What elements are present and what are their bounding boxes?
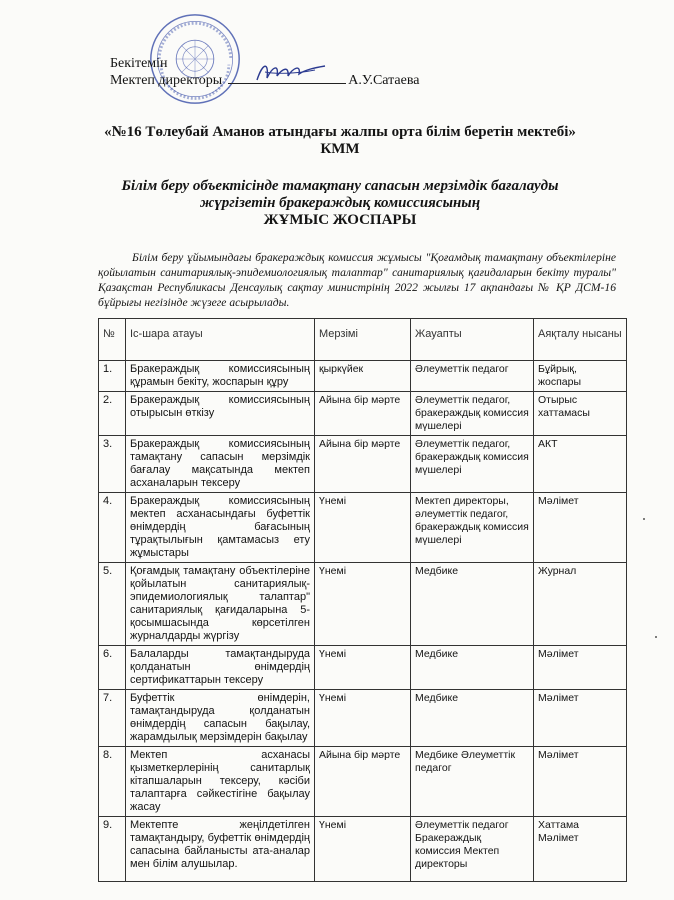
row-result-form: Мәлімет <box>534 493 627 563</box>
row-responsible: Әлеуметтік педагог Бракераждық комиссия Мектеп директоры <box>411 817 534 882</box>
work-plan-table <box>98 318 627 882</box>
plan-title-line2: жүргізетін бракераждық комиссиясының <box>199 195 481 211</box>
row-result-form: Отырыс хаттамасы <box>534 392 627 436</box>
row-activity: Балаларды тамақтандыруда қолданатын өнімдердің сертификаттарын тексеру <box>126 646 315 690</box>
row-responsible: Әлеуметтік педагог, бракераждық комиссия мүшелері <box>411 436 534 493</box>
header-number: № <box>99 319 126 361</box>
row-activity: Мектеп асханасы қызметкерлерінің санитарлық кітапшаларын тексеру, кәсіби талаптарға сәйкестігіне бақылау жасау <box>126 747 315 817</box>
row-number: 2. <box>99 392 126 436</box>
row-deadline: Айына бір мәрте <box>315 436 411 493</box>
header-deadline: Мерзімі <box>315 319 411 361</box>
table-row <box>99 646 627 690</box>
row-number: 1. <box>99 361 126 392</box>
table-row <box>99 563 627 646</box>
row-number: 9. <box>99 817 126 882</box>
row-number: 3. <box>99 436 126 493</box>
row-responsible: Мектеп директоры, әлеуметтік педагог, бракераждық комиссия мүшелері <box>411 493 534 563</box>
row-activity: Бракераждық комиссиясының тамақтану сапасын мерзімдік бағалау мақсатында мектеп асханаларын тексеру <box>126 436 315 493</box>
row-result-form: Мәлімет <box>534 690 627 747</box>
row-result-form: Мәлімет <box>534 646 627 690</box>
row-deadline: Үнемі <box>315 690 411 747</box>
row-deadline: Үнемі <box>315 817 411 882</box>
header-activity: Іс-шара атауы <box>126 319 315 361</box>
plan-title-line3: ЖҰМЫС ЖОСПАРЫ <box>263 212 417 228</box>
row-responsible: Медбике <box>411 690 534 747</box>
row-responsible: Медбике <box>411 646 534 690</box>
row-activity: Бракераждық комиссиясының құрамын бекіту, жоспарын құру <box>126 361 315 392</box>
table-row <box>99 817 627 882</box>
approval-position: Мектеп директоры <box>110 73 223 88</box>
signature-line <box>228 73 346 84</box>
table-row <box>99 493 627 563</box>
row-number: 5. <box>99 563 126 646</box>
row-result-form: Мәлімет <box>534 747 627 817</box>
plan-title <box>60 178 620 229</box>
approval-block <box>110 55 420 89</box>
row-result-form: Бұйрық, жоспары <box>534 361 627 392</box>
table-row <box>99 436 627 493</box>
row-responsible: Әлеуметтік педагог, бракераждық комиссия мүшелері <box>411 392 534 436</box>
table-row <box>99 690 627 747</box>
row-result-form: Хаттама Мәлімет <box>534 817 627 882</box>
row-deadline: Үнемі <box>315 493 411 563</box>
table-header-row <box>99 319 627 361</box>
intro-paragraph: Білім беру ұйымындағы бракераждық комиссия жұмысы "Қоғамдық тамақтану объектілеріне қойылатын санитариялық-эпидемиологиялық талаптар" санитариялық қағидаларын бекіту туралы" Қазақстан Республикасы Денсаулық сақтау министрінің 2022 жылғы 17 ақпандағы № ҚР ДСМ-16 бұйрығы негізінде жүзеге асырылады. <box>98 251 616 309</box>
row-responsible: Медбике Әлеуметтік педагог <box>411 747 534 817</box>
row-activity: Бракераждық комиссиясының отырысын өткізу <box>126 392 315 436</box>
header-result-form: Аяқталу нысаны <box>534 319 627 361</box>
plan-title-line1: Білім беру объектісінде тамақтану сапасын мерзімдік бағалауды <box>121 178 559 194</box>
row-deadline: қыркүйек <box>315 361 411 392</box>
table-row <box>99 392 627 436</box>
table-row <box>99 361 627 392</box>
row-deadline: Айына бір мәрте <box>315 747 411 817</box>
row-activity: Қоғамдық тамақтану объектілеріне қойылатын санитариялық-эпидемиологиялық талаптар" санитариялық қағидаларына 5-қосымшасында көрсетілген журналдарды жүргізу <box>126 563 315 646</box>
row-activity: Мектепте жеңілдетілген тамақтандыру, буфеттік өнімдердің сапасына байланысты ата-аналар мен білім алушылар. <box>126 817 315 882</box>
school-name: «№16 Төлеубай Аманов атындағы жалпы орта білім беретін мектебі» <box>104 124 576 140</box>
approval-signer: А.У.Сатаева <box>348 73 420 88</box>
table-row <box>99 747 627 817</box>
row-activity: Бракераждық комиссиясының мектеп асханасындағы буфеттік өнімдердің бағасының тұрақтылығын қамтамасыз ету жұмыстары <box>126 493 315 563</box>
row-number: 8. <box>99 747 126 817</box>
row-responsible: Медбике <box>411 563 534 646</box>
row-number: 4. <box>99 493 126 563</box>
school-type: КММ <box>320 141 360 157</box>
row-number: 7. <box>99 690 126 747</box>
scan-speck <box>643 518 645 520</box>
row-deadline: Үнемі <box>315 563 411 646</box>
row-deadline: Үнемі <box>315 646 411 690</box>
row-result-form: АКТ <box>534 436 627 493</box>
row-responsible: Әлеуметтік педагог <box>411 361 534 392</box>
school-title <box>60 124 620 158</box>
row-result-form: Журнал <box>534 563 627 646</box>
approval-label: Бекітемін <box>110 56 168 71</box>
scan-speck <box>655 636 657 638</box>
header-responsible: Жауапты <box>411 319 534 361</box>
row-activity: Буфеттік өнімдерін, тамақтандыруда қолданатын өнімдердің сапасын бақылау, жарамдылық мерзімдерін бақылау <box>126 690 315 747</box>
row-deadline: Айына бір мәрте <box>315 392 411 436</box>
row-number: 6. <box>99 646 126 690</box>
